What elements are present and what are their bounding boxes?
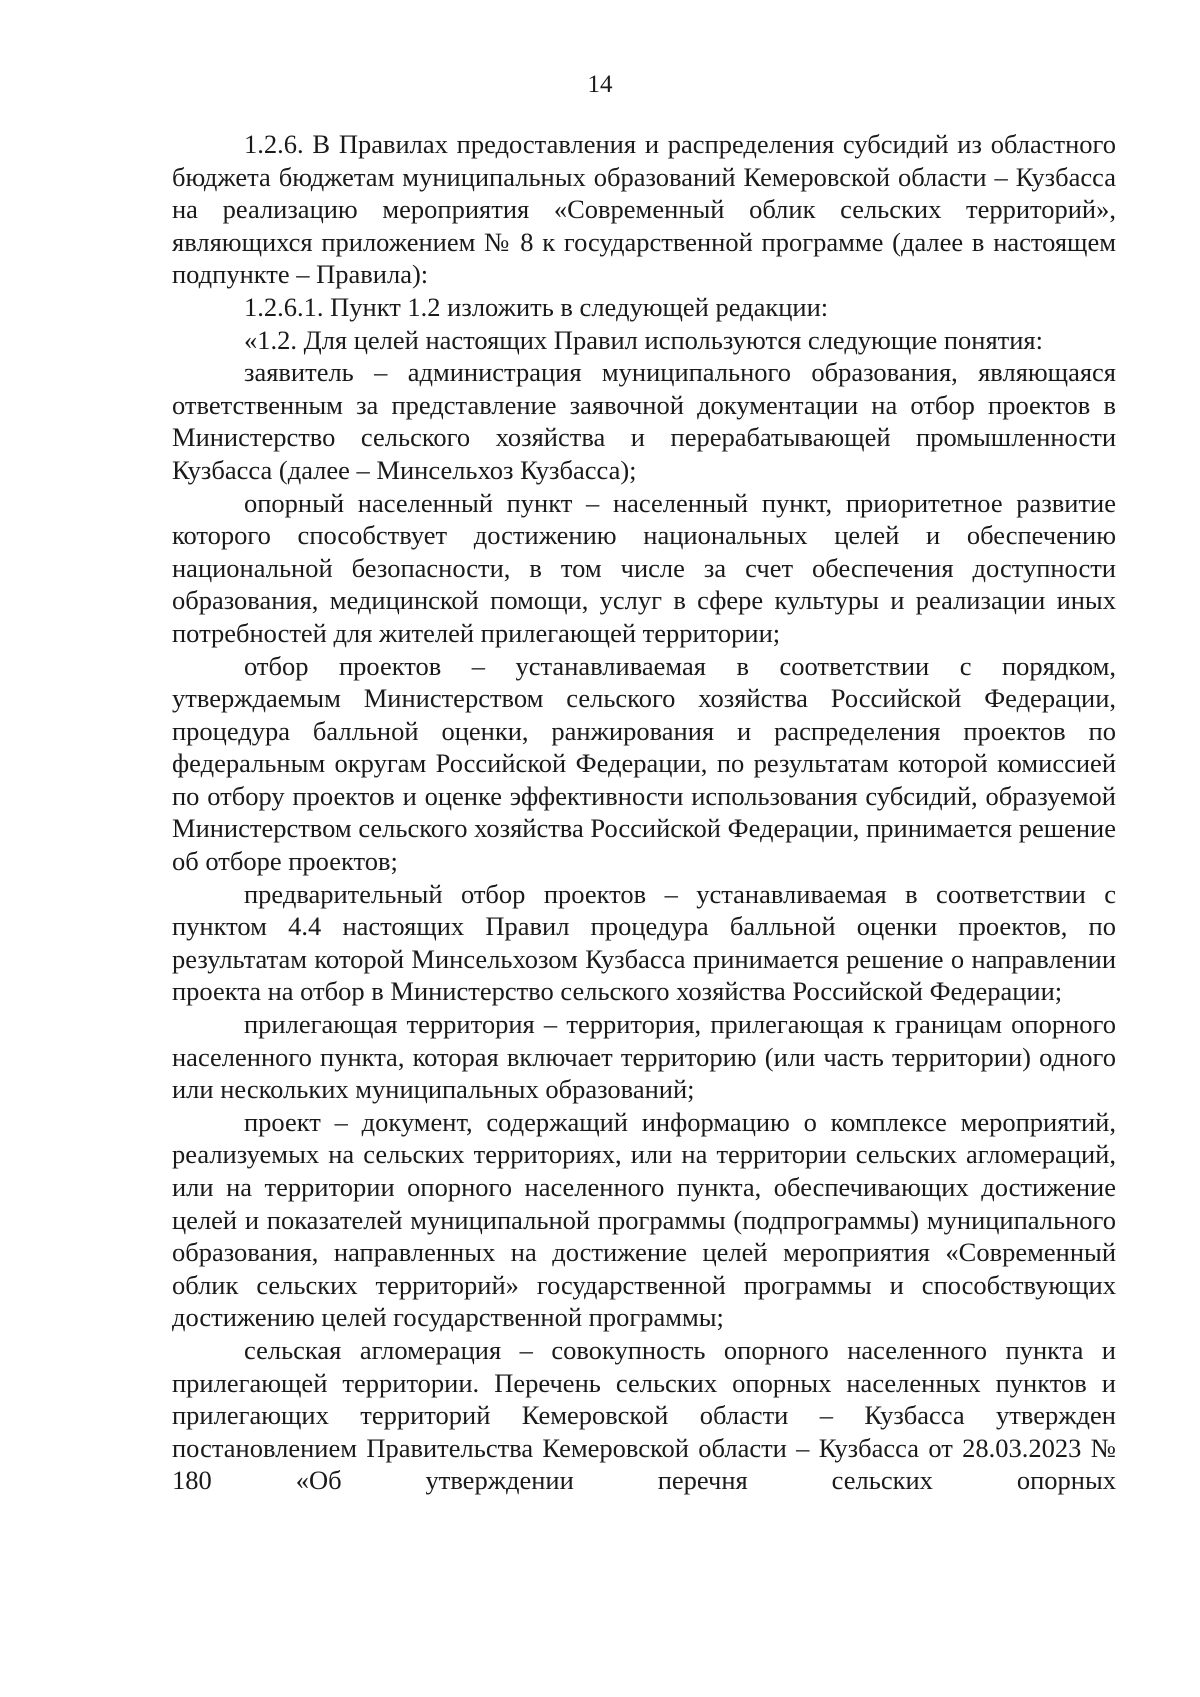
definition-adjacent-territory: прилегающая территория – территория, прилегающая к границам опорного населенного пункта, которая включает территорию (или часть территории) одного или нескольких муниципальных образований;	[172, 1009, 1116, 1105]
definition-project-selection: отбор проектов – устанавливаемая в соответствии с порядком, утверждаемым Министерством сельского хозяйства Российской Федерации, процедура балльной оценки, ранжирования и распределения проектов по федеральным округам Российской Федерации, по результатам которой комиссией по отбору проектов и оценке эффективности использования субсидий, образуемой Министерством сельского хозяйства Российской Федерации, принимается решение об отборе проектов;	[172, 650, 1116, 877]
definition-rural-agglomeration: сельская агломерация – совокупность опорного населенного пункта и прилегающей территории. Перечень сельских опорных населенных пунктов и прилегающих территорий Кемеровской области – Кузбасса утвержден постановлением Правительства Кемеровской области – Кузбасса от 28.03.2023 № 180 «Об утверждении перечня сельских опорных	[172, 1334, 1116, 1496]
paragraph-1-2-6-1: 1.2.6.1. Пункт 1.2 изложить в следующей редакции:	[244, 291, 829, 322]
definition-preliminary-selection: предварительный отбор проектов – устанавливаемая в соответствии с пунктом 4.4 настоящих Правил процедура балльной оценки проектов, по результатам которой Минсельхозом Кузбасса принимается решение о направлении проекта на отбор в Министерство сельского хозяйства Российской Федерации;	[172, 878, 1116, 1007]
page-number: 14	[587, 71, 613, 98]
document-body	[172, 128, 1116, 1497]
definition-project: проект – документ, содержащий информацию о комплексе мероприятий, реализуемых на сельских территориях, или на территории сельских агломераций, или на территории опорного населенного пункта, обеспечивающих достижение целей и показателей муниципальной программы (подпрограммы) муниципального образования, направленных на достижение целей мероприятия «Современный облик сельских территорий» государственной программы и способствующих достижению целей государственной программы;	[172, 1106, 1116, 1333]
paragraph-1-2-intro: «1.2. Для целей настоящих Правил используются следующие понятия:	[244, 324, 1043, 355]
paragraph-1-2-6: 1.2.6. В Правилах предоставления и распределения субсидий из областного бюджета бюджетам муниципальных образований Кемеровской области – Кузбасса на реализацию мероприятия «Современный облик сельских территорий», являющихся приложением № 8 к государственной программе (далее в настоящем подпункте – Правила):	[172, 129, 1116, 290]
definition-applicant: заявитель – администрация муниципального образования, являющаяся ответственным за представление заявочной документации на отбор проектов в Министерство сельского хозяйства и перерабатывающей промышленности Кузбасса (далее – Минсельхоз Кузбасса);	[172, 357, 1116, 485]
definition-base-settlement: опорный населенный пункт – населенный пункт, приоритетное развитие которого способствует достижению национальных целей и обеспечению национальной безопасности, в том числе за счет обеспечения доступности образования, медицинской помощи, услуг в сфере культуры и реализации иных потребностей для жителей прилегающей территории;	[172, 487, 1116, 648]
